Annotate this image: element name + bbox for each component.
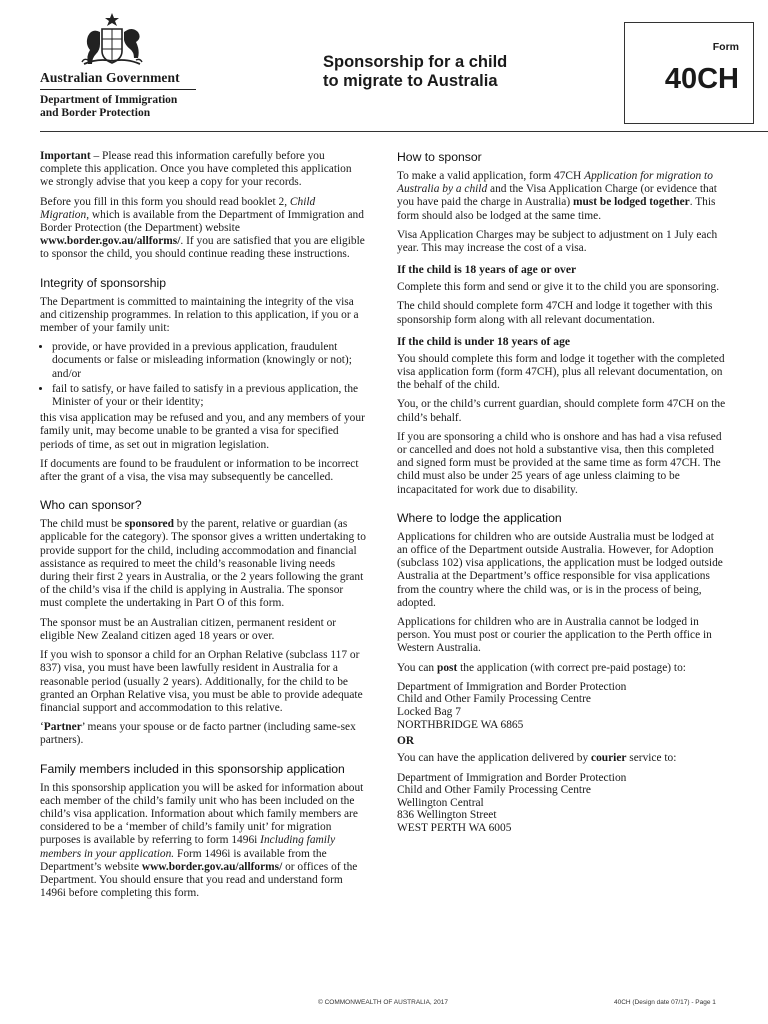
who-paragraph-2: The sponsor must be an Australian citizen, permanent resident or eligible New Zealand citizen aged 18 years or over. [40, 616, 337, 642]
or-separator: OR [397, 735, 415, 748]
form-label: Form [712, 41, 739, 53]
over-18-paragraph-1: Complete this form and send or give it to the child you are sponsoring. [397, 281, 720, 294]
family-members-heading: Family members included in this sponsorship application [40, 761, 345, 776]
form-header [0, 0, 768, 132]
website-link[interactable]: www.border.gov.au/allforms/ [141, 860, 283, 873]
how-paragraph-1: To make a valid application, form 47CH Application for migration to Australia by a child and the Visa Application Charge (or evidence that you have paid the charge in Australia) must be lodged together. This form should also be lodged at the same time. [397, 170, 717, 222]
integrity-fraud: If documents are found to be fraudulent or information to be incorrect after the grant of a visa, the visa may subsequently be cancelled. [40, 457, 359, 484]
post-instruction: You can post the application (with correct pre-paid postage) to: [397, 661, 686, 674]
left-column [40, 150, 366, 906]
integrity-list [40, 341, 366, 409]
under-18-heading: If the child is under 18 years of age [397, 334, 571, 348]
form-title: Sponsorship for a child to migrate to Australia [323, 53, 508, 90]
over-18-heading: If the child is 18 years of age or over [397, 263, 577, 277]
government-name: Australian Government [40, 70, 180, 85]
under-18-paragraph-2: You, or the child’s current guardian, should complete form 47CH on the child’s behalf. [397, 398, 726, 424]
courier-instruction: You can have the application delivered by courier service to: [397, 752, 677, 765]
page-info: 40CH (Design date 07/17) - Page 1 [614, 999, 716, 1006]
over-18-paragraph-2: The child should complete form 47CH and lodge it together with this sponsorship form along with all relevant documentation. [397, 300, 713, 326]
copyright-notice: © COMMONWEALTH OF AUSTRALIA, 2017 [318, 999, 448, 1006]
who-paragraph-3: If you wish to sponsor a child for an Orphan Relative (subclass 117 or 837) visa, you must have been lawfully resident in Australia for a reasonable period (usually 2 years). Additionally, for the child to be granted an Orphan Relative visa, you must be able to provide adequate financial support and accommodation to this relative. [40, 649, 363, 714]
list-item: • fail to satisfy, or have failed to satisfy in a previous application, the Minister of your or their identity; [52, 383, 366, 409]
integrity-heading: Integrity of sponsorship [40, 275, 167, 290]
who-can-sponsor-heading: Who can sponsor? [40, 498, 142, 513]
form-number-box [624, 22, 754, 124]
integrity-intro: The Department is committed to maintaining the integrity of the visa and citizenship programmes. In relation to this application, if you or a member of your family unit: [40, 295, 359, 335]
partner-definition: ‘Partner’ means your spouse or de facto partner (including same-sex partners). [40, 721, 356, 747]
government-name-rule [40, 89, 196, 90]
form-number: 40CH [664, 63, 739, 95]
how-to-sponsor-heading: How to sponsor [397, 150, 482, 164]
under-18-paragraph-1: You should complete this form and lodge it together with the completed visa application form (form 47CH), plus all relevant documentation, on the behalf of the child. [397, 352, 725, 392]
department-name: Department of Immigration and Border Protection [40, 94, 178, 119]
under-18-paragraph-3: If you are sponsoring a child who is onshore and has had a visa refused or cancelled and does not hold a substantive visa, then this completed and signed form must be provided at the same time as form 47CH. The child must also be under 25 years of age unless claiming to be incapacitated for work due to disability. [397, 430, 722, 496]
where-paragraph-1: Applications for children who are outside Australia must be lodged at an office of the Department outside Australia. However, for Adoption (subclass 102) visa applications, the application must be lodged outside Australia at the Department’s office responsible for visa applications from the country where the child was, or is in the process of being, adopted. [397, 530, 723, 609]
where-paragraph-2: Applications for children who are in Australia cannot be lodged in person. You must post or courier the application to the Perth office in Western Australia. [397, 616, 712, 655]
website-link[interactable]: www.border.gov.au/allforms/ [40, 235, 181, 248]
how-paragraph-2: Visa Application Charges may be subject to adjustment on 1 July each year. This may increase the cost of a visa. [397, 228, 718, 255]
integrity-consequence: this visa application may be refused and you, and any members of your family unit, may become unable to be granted a visa for specified periods of time, as set out in migration legislation. [40, 412, 365, 451]
header-divider [40, 131, 768, 132]
list-item: • provide, or have provided in a previous application, fraudulent documents or false or misleading information (knowingly or not); and/or [52, 341, 366, 381]
where-to-lodge-heading: Where to lodge the application [397, 510, 562, 525]
courier-address: Department of Immigration and Border Protection Child and Other Family Processing Centre Wellington Central 836 Wellington Street WEST PERTH WA 6005 [397, 771, 627, 835]
family-paragraph: In this sponsorship application you will be asked for information about each member of the child’s family unit who has been included on the child’s visa application. Information about which family members are considered to be a ‘member of child’s family unit’ for migration purposes is available by referring to form 1496i Including family members in your application. Form 1496i is available from the Department’s website www.border.gov.au/allforms/ or offices of the Department. You should ensure that you read and understand form 1496i before completing this form. [40, 781, 364, 900]
postal-address: Department of Immigration and Border Protection Child and Other Family Processing Centre Locked Bag 7 NORTHBRIDGE WA 6865 [397, 680, 627, 731]
important-paragraph: Important – Please read this information carefully before you complete this application. Once you have completed this application we strongly advise that you keep a copy for your records. [40, 150, 352, 189]
coat-of-arms-logo [76, 12, 148, 70]
who-paragraph-1: The child must be sponsored by the parent, relative or guardian (as applicable for the category). The sponsor gives a written undertaking to provide support for the child, including accommodation and financial assistance as required to meet the child’s reasonable living needs during their first 2 years in Australia, or the 2 years following the grant of the child’s visa if the child is applying in Australia. The sponsor must complete the undertaking in Part O of this form. [40, 518, 366, 610]
booklet-paragraph: Before you fill in this form you should read booklet 2, Child Migration, which is available from the Department of Immigration and Border Protection (the Department) website www.border.gov.au/allforms/. If you are satisfied that you are eligible to sponsor the child, you should continue reading these instructions. [40, 195, 365, 261]
right-column [397, 150, 727, 839]
